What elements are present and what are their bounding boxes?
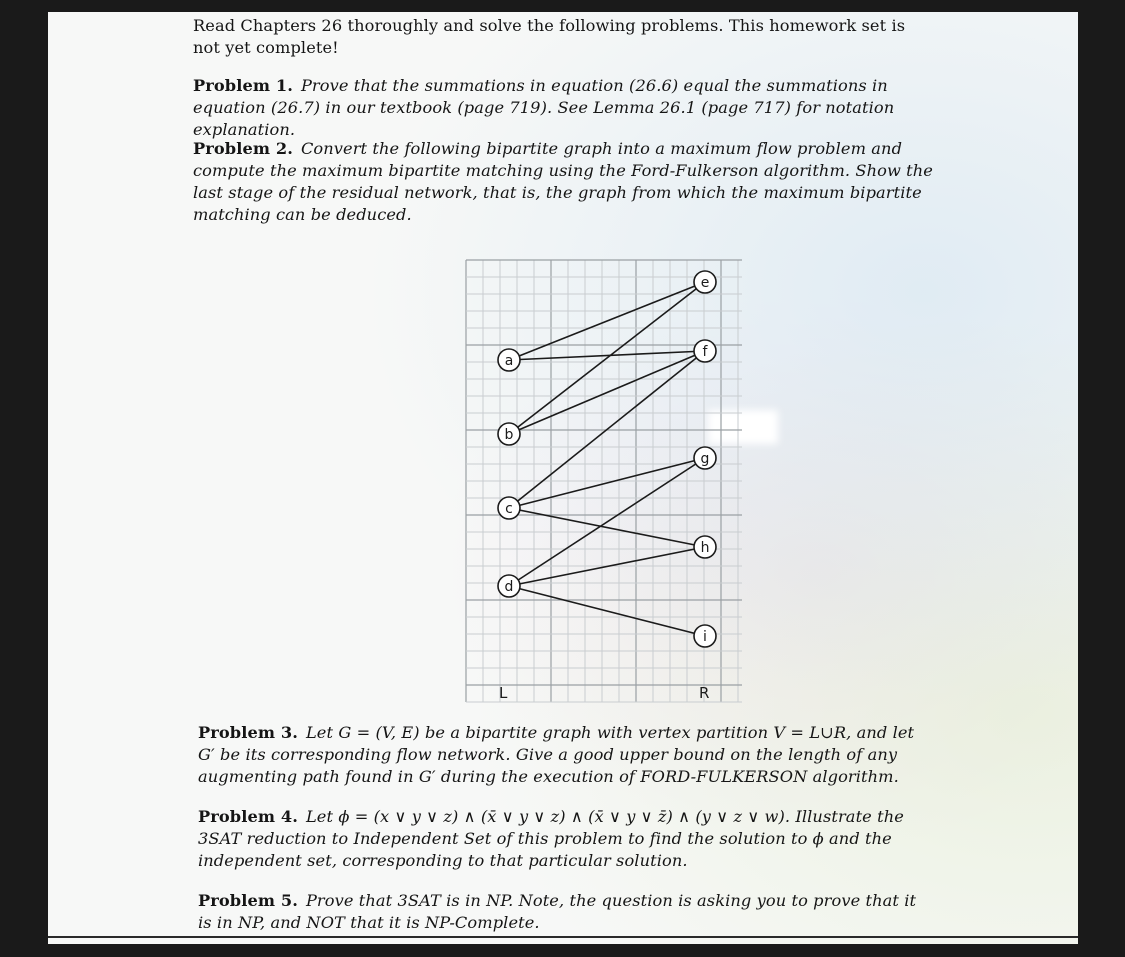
problem-5-label: Problem 5. [198, 891, 298, 910]
node-i [694, 625, 716, 647]
node-label: g [700, 451, 710, 467]
node-c [498, 497, 520, 519]
problem-3-text: Let G = (V, E) be a bipartite graph with vertex partition V = L∪R, and let G′ be its corresponding flow network. Give a good upper bound on the length of any augmenting path found in G′ during the execution of FORD-FULKERSON algorithm. [198, 723, 915, 786]
node-label: e [700, 275, 710, 291]
problem-1-text: Prove that the summations in equation (26.6) equal the summations in equation (26.7) in our textbook (page 719). See Lemma 26.1 (page 717) for notation explanation. [193, 76, 895, 139]
node-label: f [702, 344, 708, 360]
edge-c-h [509, 508, 705, 547]
intro-text: Read Chapters 26 thoroughly and solve the following problems. This homework set is not yet complete! [193, 16, 906, 57]
bipartite-graph [444, 250, 744, 710]
node-label: a [504, 353, 514, 369]
node-label: b [504, 427, 514, 443]
problem-4 [198, 806, 933, 872]
edge-d-i [509, 586, 705, 636]
node-d [498, 575, 520, 597]
problem-5 [198, 890, 933, 934]
problem-1 [193, 75, 933, 141]
right-partition-label: R [699, 684, 710, 702]
node-label: c [505, 501, 513, 517]
problem-1-label: Problem 1. [193, 76, 293, 95]
problem-4-text: Let ϕ = (x ∨ y ∨ z) ∧ (x̄ ∨ y ∨ z) ∧ (x̄ ∨ y ∨ z̄) ∧ (y ∨ z ∨ w). Illustrate the 3SAT reduction to Independent Set of this problem to find the solution to ϕ and the independent set, corresponding to that particular solution. [198, 807, 904, 870]
node-e [694, 271, 716, 293]
node-h [694, 536, 716, 558]
problem-2-text: Convert the following bipartite graph into a maximum flow problem and compute the maximum bipartite matching using the Ford-Fulkerson algorithm. Show the last stage of the residual network, that is, the graph from which the maximum bipartite matching can be deduced. [193, 139, 933, 224]
node-label: h [700, 540, 710, 556]
problem-2-label: Problem 2. [193, 139, 293, 158]
node-label: d [504, 579, 514, 595]
problem-2 [193, 138, 933, 226]
node-f [694, 340, 716, 362]
edge-b-f [509, 351, 705, 434]
homework-page [48, 12, 1078, 944]
node-b [498, 423, 520, 445]
node-label: i [703, 629, 707, 645]
node-a [498, 349, 520, 371]
edge-c-g [509, 458, 705, 508]
problem-5-text: Prove that 3SAT is in NP. Note, the question is asking you to prove that it is in NP, and NOT that it is NP-Complete. [198, 891, 917, 932]
problem-3 [198, 722, 933, 788]
left-partition-label: L [499, 684, 508, 702]
node-g [694, 447, 716, 469]
problem-4-label: Problem 4. [198, 807, 298, 826]
problem-3-label: Problem 3. [198, 723, 298, 742]
